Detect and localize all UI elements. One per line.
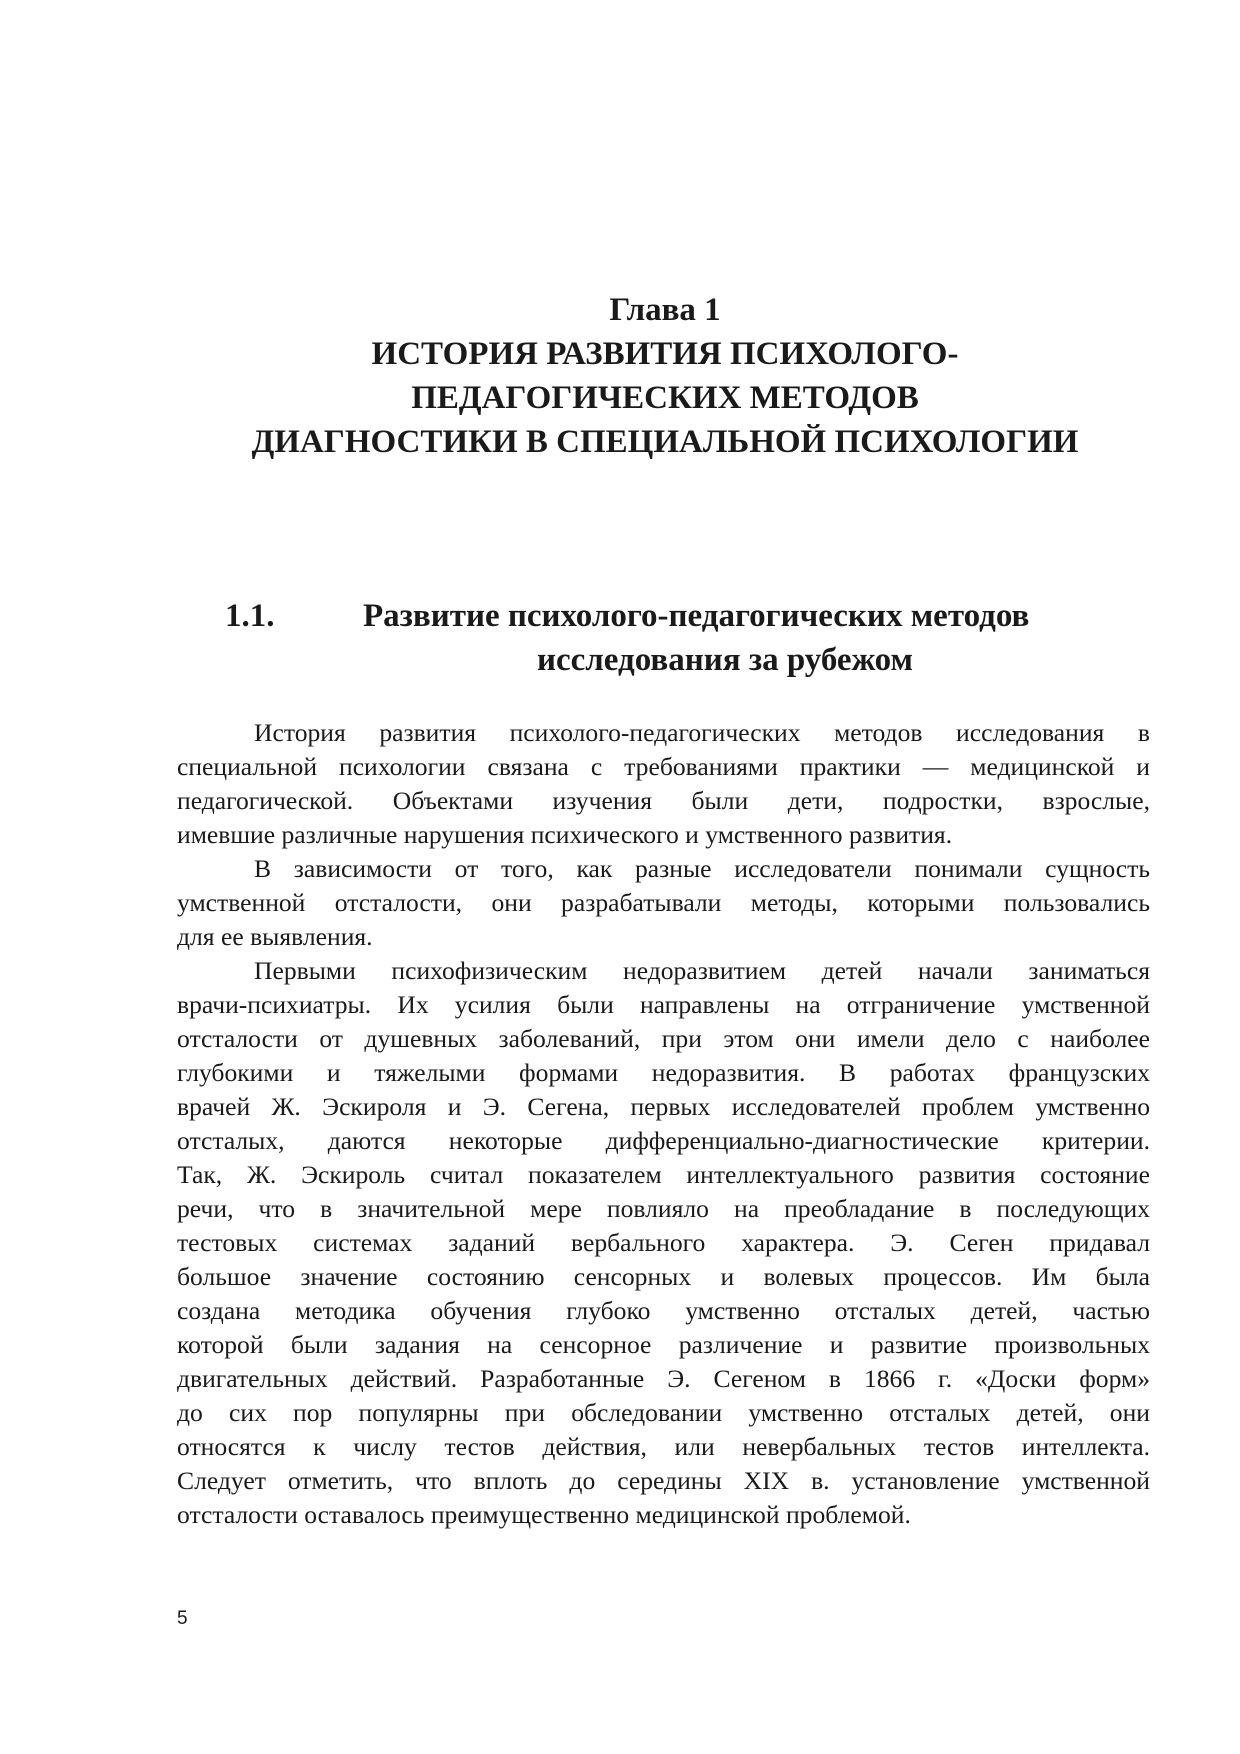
section-number: 1.1. [225, 598, 275, 634]
chapter-title-line: ПЕДАГОГИЧЕСКИХ МЕТОДОВ [411, 380, 919, 416]
chapter-title-line: ДИАГНОСТИКИ В СПЕЦИАЛЬНОЙ ПСИХОЛОГИИ [251, 424, 1079, 460]
text-line: отсталых, даются некоторые дифференциально-диагностические критерии. [177, 1126, 1150, 1155]
text-line: В зависимости от того, как разные исследователи понимали сущность [254, 854, 1150, 883]
text-line: речи, что в значительной мере повлияло на преобладание в последующих [177, 1194, 1150, 1223]
text-line: отсталости от душевных заболеваний, при этом они имели дело с наиболее [177, 1024, 1150, 1053]
text-line: до сих пор популярны при обследовании умственно отсталых детей, они [177, 1398, 1150, 1427]
text-line: глубокими и тяжелыми формами недоразвития. В работах французских [177, 1058, 1150, 1087]
text-line: умственной отсталости, они разрабатывали методы, которыми пользовались [177, 888, 1150, 917]
text-line: большое значение состоянию сенсорных и волевых процессов. Им была [177, 1262, 1150, 1291]
section-title-line: исследования за рубежом [536, 642, 914, 678]
text-line: тестовых системах заданий вербального характера. Э. Сеген придавал [177, 1228, 1150, 1257]
text-line: создана методика обучения глубоко умственно отсталых детей, частью [177, 1296, 1150, 1325]
page-number: 5 [177, 1608, 188, 1629]
body-text [177, 716, 1150, 1532]
text-line: которой были задания на сенсорное различение и развитие произвольных [177, 1330, 1150, 1359]
text-line: врачи-психиатры. Их усилия были направлены на отграничение умственной [177, 990, 1150, 1019]
chapter-label: Глава 1 [609, 292, 721, 328]
text-line: отсталости оставалось преимущественно медицинской проблемой. [177, 1500, 911, 1529]
text-line: имевшие различные нарушения психического и умственного развития. [177, 820, 953, 849]
chapter-heading [150, 288, 1180, 464]
paragraph [177, 852, 1150, 954]
paragraph [177, 954, 1150, 1532]
section-heading [200, 594, 1180, 682]
text-line: для ее выявления. [177, 922, 373, 951]
text-line: врачей Ж. Эскироля и Э. Сегена, первых исследователей проблем умственно [177, 1092, 1150, 1121]
text-line: специальной психологии связана с требованиями практики — медицинской и [177, 752, 1150, 781]
paragraph [177, 716, 1150, 852]
text-line: педагогической. Объектами изучения были дети, подростки, взрослые, [177, 786, 1150, 815]
text-line: Первыми психофизическим недоразвитием детей начали заниматься [254, 956, 1150, 985]
section-title-line: Развитие психолого-педагогических методов [363, 598, 1030, 634]
text-line: двигательных действий. Разработанные Э. Сегеном в 1866 г. «Доски форм» [177, 1364, 1150, 1393]
text-line: Так, Ж. Эскироль считал показателем интеллектуального развития состояние [177, 1160, 1150, 1189]
text-line: Следует отметить, что вплоть до середины XIX в. установление умственной [177, 1466, 1150, 1495]
text-line: История развития психолого-педагогических методов исследования в [254, 718, 1150, 747]
text-line: относятся к числу тестов действия, или невербальных тестов интеллекта. [177, 1432, 1150, 1461]
chapter-title-line: ИСТОРИЯ РАЗВИТИЯ ПСИХОЛОГО- [371, 336, 959, 372]
